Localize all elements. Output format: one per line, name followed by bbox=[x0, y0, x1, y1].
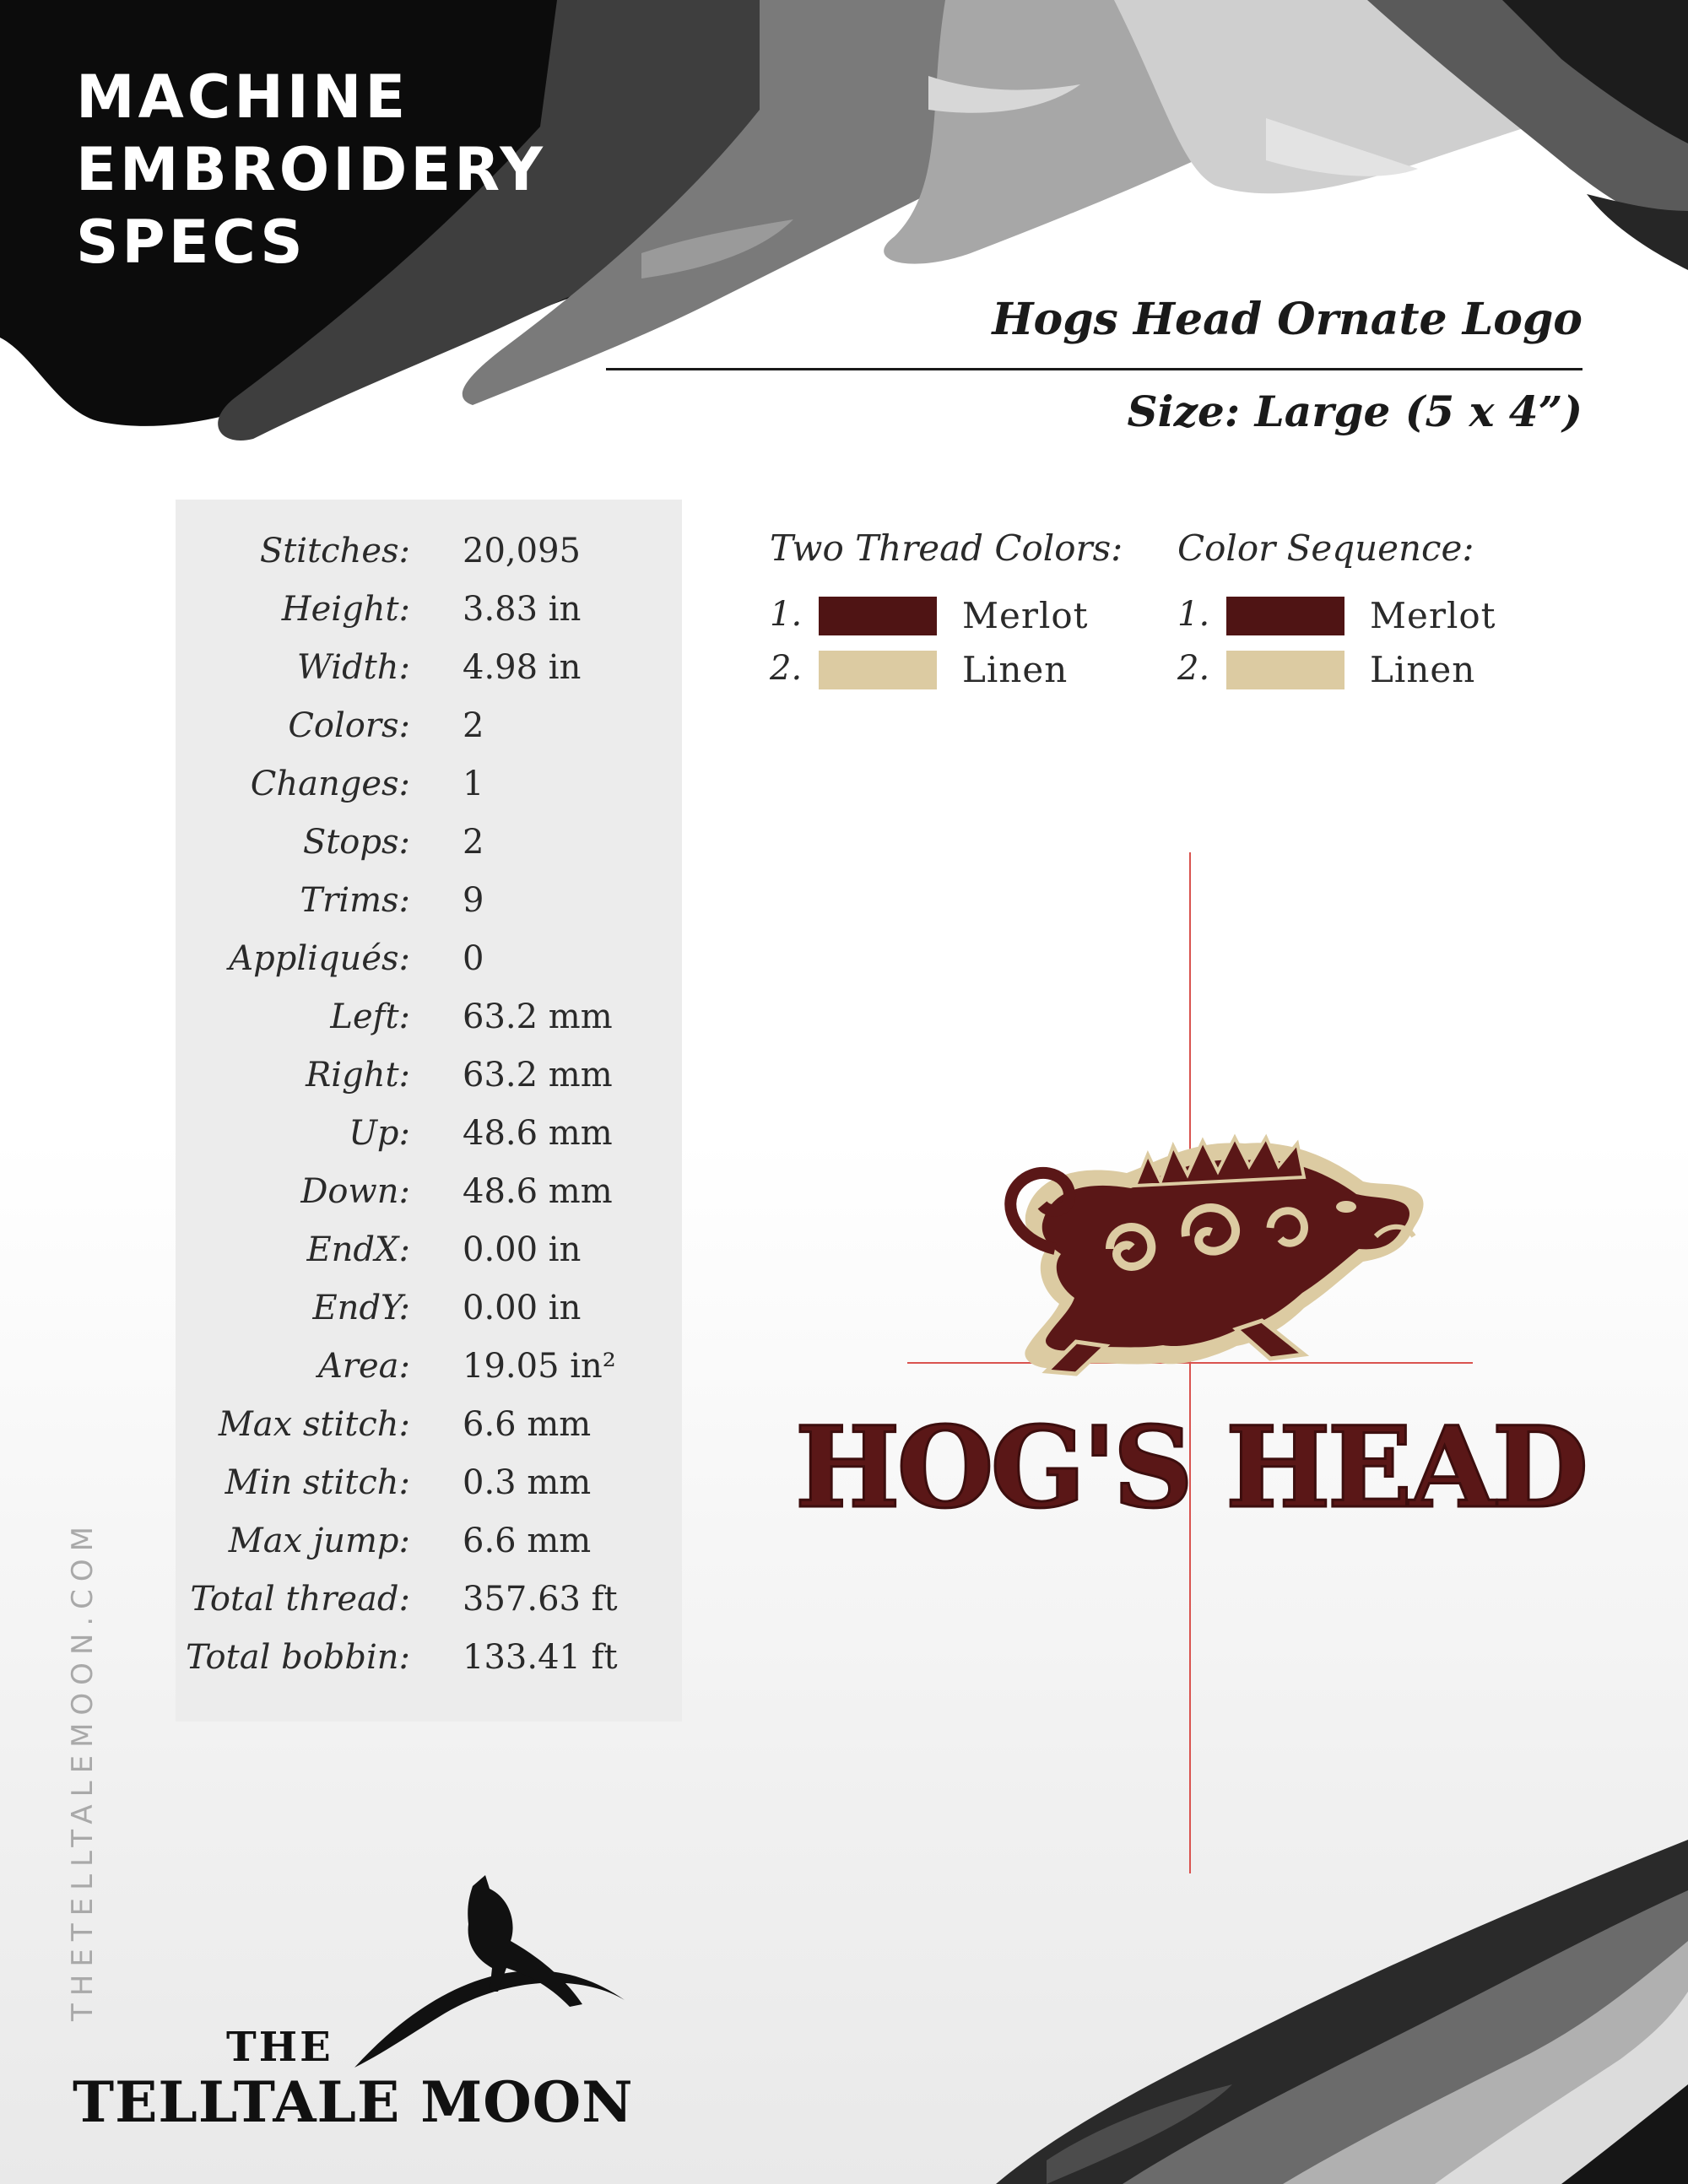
spec-row bbox=[176, 1347, 682, 1405]
spec-value: 63.2 mm bbox=[463, 997, 613, 1036]
spec-label: EndY: bbox=[312, 1289, 410, 1327]
thread-colors-heading: Two Thread Colors: bbox=[770, 527, 1123, 569]
spec-row bbox=[176, 1172, 682, 1230]
color-sequence-heading: Color Sequence: bbox=[1177, 527, 1474, 569]
spec-row bbox=[176, 1463, 682, 1522]
embroidery-preview bbox=[794, 852, 1586, 1873]
page-title bbox=[76, 61, 546, 278]
spec-row bbox=[176, 1522, 682, 1580]
spec-row bbox=[176, 1405, 682, 1463]
spec-value: 0 bbox=[463, 939, 484, 978]
spec-label: Appliqués: bbox=[229, 939, 410, 978]
spec-row bbox=[176, 1580, 682, 1638]
color-sequence-item bbox=[1177, 649, 1532, 691]
spec-label: Total thread: bbox=[190, 1580, 410, 1619]
spec-row bbox=[176, 590, 682, 648]
spec-value: 4.98 in bbox=[463, 648, 582, 687]
spec-value: 6.6 mm bbox=[463, 1522, 592, 1560]
spec-label: Up: bbox=[349, 1114, 410, 1153]
spec-value: 9 bbox=[463, 881, 484, 920]
spec-row bbox=[176, 939, 682, 997]
color-sequence-list bbox=[1177, 527, 1549, 713]
spec-label: Height: bbox=[281, 590, 410, 629]
spec-row bbox=[176, 1056, 682, 1114]
color-sequence-swatch bbox=[1226, 597, 1344, 635]
page-title-line-1: MACHINE bbox=[76, 62, 409, 132]
spec-label: Max jump: bbox=[228, 1522, 410, 1560]
brand-name-small: THE bbox=[226, 2024, 333, 2071]
spec-label: Trims: bbox=[300, 881, 410, 920]
spec-row bbox=[176, 648, 682, 706]
spec-value: 1 bbox=[463, 765, 484, 803]
spec-label: Right: bbox=[306, 1056, 410, 1095]
spec-label: Stitches: bbox=[259, 532, 410, 570]
spec-label: Down: bbox=[300, 1172, 410, 1211]
thread-color-item bbox=[770, 595, 1124, 637]
spec-value: 48.6 mm bbox=[463, 1172, 613, 1211]
embroidery-preview-canvas bbox=[794, 852, 1586, 1873]
color-sequence-item bbox=[1177, 595, 1532, 637]
spec-value: 6.6 mm bbox=[463, 1405, 592, 1444]
hogs-head-wordmark bbox=[795, 1403, 1585, 1533]
spec-value: 63.2 mm bbox=[463, 1056, 613, 1095]
spec-label: Left: bbox=[330, 997, 410, 1036]
spec-row bbox=[176, 823, 682, 881]
page-title-line-2: EMBROIDERY bbox=[76, 135, 546, 204]
color-sequence-number: 2. bbox=[1177, 649, 1210, 688]
website-url-vertical: THETELLTALEMOON.COM bbox=[66, 1518, 100, 2021]
design-name: Hogs Head Ornate Logo bbox=[992, 294, 1582, 345]
spec-value: 3.83 in bbox=[463, 590, 582, 629]
spec-value: 48.6 mm bbox=[463, 1114, 613, 1153]
spec-value: 0.00 in bbox=[463, 1230, 582, 1269]
spec-label: Stops: bbox=[302, 823, 410, 862]
spec-value: 19.05 in² bbox=[463, 1347, 616, 1386]
spec-value: 20,095 bbox=[463, 532, 581, 570]
spec-label: Area: bbox=[317, 1347, 410, 1386]
thread-color-swatch bbox=[819, 597, 937, 635]
spec-row bbox=[176, 765, 682, 823]
spec-value: 357.63 ft bbox=[463, 1580, 618, 1619]
spec-row bbox=[176, 706, 682, 765]
specs-panel bbox=[176, 500, 682, 1722]
brand-name-large: TELLTALE MOON bbox=[73, 2069, 634, 2135]
spec-value: 133.41 ft bbox=[463, 1638, 618, 1677]
header-divider bbox=[606, 368, 1582, 370]
thread-color-item bbox=[770, 649, 1124, 691]
spec-row bbox=[176, 1114, 682, 1172]
thread-color-name: Merlot bbox=[962, 595, 1089, 636]
spec-row bbox=[176, 881, 682, 939]
page-title-line-3: SPECS bbox=[76, 208, 306, 277]
spec-row bbox=[176, 1289, 682, 1347]
spec-row bbox=[176, 997, 682, 1056]
spec-row bbox=[176, 1638, 682, 1696]
color-sequence-name: Merlot bbox=[1370, 595, 1496, 636]
spec-row bbox=[176, 532, 682, 590]
spec-label: EndX: bbox=[306, 1230, 410, 1269]
spec-label: Width: bbox=[296, 648, 410, 687]
spec-label: Max stitch: bbox=[218, 1405, 410, 1444]
spec-label: Min stitch: bbox=[225, 1463, 410, 1502]
logo-text: HOG'S HEAD bbox=[794, 1403, 1586, 1533]
thread-color-name: Linen bbox=[962, 649, 1069, 690]
spec-label: Changes: bbox=[250, 765, 410, 803]
spec-value: 0.00 in bbox=[463, 1289, 582, 1327]
boar-icon bbox=[1010, 1138, 1423, 1374]
thread-colors-list bbox=[770, 527, 1141, 713]
spec-row bbox=[176, 1230, 682, 1289]
spec-value: 2 bbox=[463, 823, 484, 862]
color-sequence-swatch bbox=[1226, 651, 1344, 689]
color-sequence-number: 1. bbox=[1177, 595, 1210, 634]
spec-value: 2 bbox=[463, 706, 484, 745]
spec-label: Total bobbin: bbox=[185, 1638, 410, 1677]
color-sequence-name: Linen bbox=[1370, 649, 1476, 690]
thread-color-number: 2. bbox=[770, 649, 803, 688]
design-size: Size: Large (5 x 4”) bbox=[1127, 387, 1582, 436]
spec-label: Colors: bbox=[288, 706, 410, 745]
thread-color-swatch bbox=[819, 651, 937, 689]
spec-value: 0.3 mm bbox=[463, 1463, 592, 1502]
thread-color-number: 1. bbox=[770, 595, 803, 634]
